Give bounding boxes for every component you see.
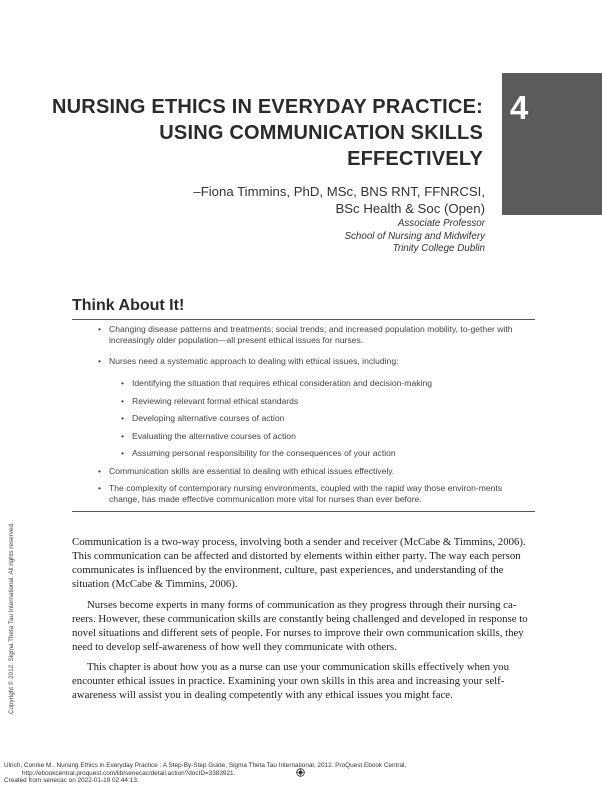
chapter-title xyxy=(23,94,483,172)
bullet-icon: • xyxy=(121,413,125,423)
section-divider-top xyxy=(72,319,535,320)
sub-bullet-item: • Reviewing relevant formal ethical standards xyxy=(121,396,299,406)
author-block xyxy=(65,183,485,217)
sub-bullet-item: • Developing alternative courses of action xyxy=(121,413,285,423)
bullet-icon: • xyxy=(98,466,102,476)
think-about-it-heading: Think About It! xyxy=(72,297,185,314)
page-footer xyxy=(4,762,406,785)
bullet-icon: • xyxy=(121,396,125,406)
body-paragraph: Communication is a two-way process, involving both a sender and receiver (McCabe & Timmins, 2006). This communication can be affected and distorted by elements within either party. The way each person communicates is influenced by the environment, culture, past experiences, and understanding of the situation (McCabe & Timmins, 2006). xyxy=(72,536,526,590)
bullet-item: • Nurses need a systematic approach to dealing with ethical issues, including: xyxy=(98,356,399,366)
footer-citation: Ulrich, Connie M.. Nursing Ethics in Everyday Practice : A Step-By-Step Guide, Sigma Theta Tau International, 2012. ProQuest Ebook Central, xyxy=(4,762,407,769)
bullet-icon: • xyxy=(98,356,102,366)
author-affiliation xyxy=(65,218,485,256)
bullet-icon: • xyxy=(98,483,102,493)
author-school: School of Nursing and Midwifery xyxy=(344,230,485,242)
author-role: Associate Professor xyxy=(397,218,485,229)
chapter-title-line: EFFECTIVELY xyxy=(347,148,483,170)
bullet-icon: • xyxy=(98,324,102,334)
bullet-item: • Communication skills are essential to dealing with ethical issues effectively. xyxy=(98,466,395,476)
footer-link[interactable]: http://ebookcentral.proquest.com/lib/senecac/detail.action?docID=3383921. xyxy=(22,769,236,777)
chapter-tab xyxy=(502,73,602,215)
sub-bullet-item: • Assuming personal responsibility for the consequences of your action xyxy=(121,448,396,458)
bullet-item: • The complexity of contemporary nursing environments, coupled with the rapid way those environ-ments change, has made effective communication more vital for nurses than ever before. xyxy=(98,483,503,504)
author-credentials: BSc Health & Soc (Open) xyxy=(335,201,485,216)
proquest-logo-icon xyxy=(296,768,305,777)
chapter-title-line: USING COMMUNICATION SKILLS xyxy=(159,122,483,144)
footer-created: Created from senecac on 2022-01-19 02:44:13. xyxy=(4,777,139,785)
sub-bullet-item: • Identifying the situation that requires ethical consideration and decision-making xyxy=(121,378,433,388)
bullet-icon: • xyxy=(121,378,125,388)
chapter-number: 4 xyxy=(509,89,529,126)
bullet-icon: • xyxy=(121,431,125,441)
author-name: –Fiona Timmins, PhD, MSc, BNS RNT, FFNRCSI, xyxy=(193,184,485,199)
author-institution: Trinity College Dublin xyxy=(392,243,485,255)
chapter-title-line: NURSING ETHICS IN EVERYDAY PRACTICE: xyxy=(52,96,483,118)
body-paragraph: This chapter is about how you as a nurse can use your communication skills effectively when you encounter ethical issues in practice. Examining your own skills in this area and increasing your self-awareness will assist you in dealing competently with any ethical issues you might face. xyxy=(72,661,509,701)
bullet-icon: • xyxy=(121,448,125,458)
sub-bullet-item: • Evaluating the alternative courses of action xyxy=(121,431,296,441)
bullet-item: • Changing disease patterns and treatments; social trends; and increased population mobility, to-gether with increasingly older population—all present ethical issues for nurses. xyxy=(98,324,513,345)
section-divider-bottom xyxy=(72,511,535,512)
side-copyright-notice: Copyright © 2012. Sigma Theta Tau International. All rights reserved. xyxy=(8,522,15,714)
body-paragraph: Nurses become experts in many forms of communication as they progress through their nursing ca-reers. However, these communication skills are constantly being challenged and developed in response to novel situations and different sets of people. For nurses to improve their own communication skills, they need to develop self-awareness of how well they communicate with others. xyxy=(72,599,528,653)
